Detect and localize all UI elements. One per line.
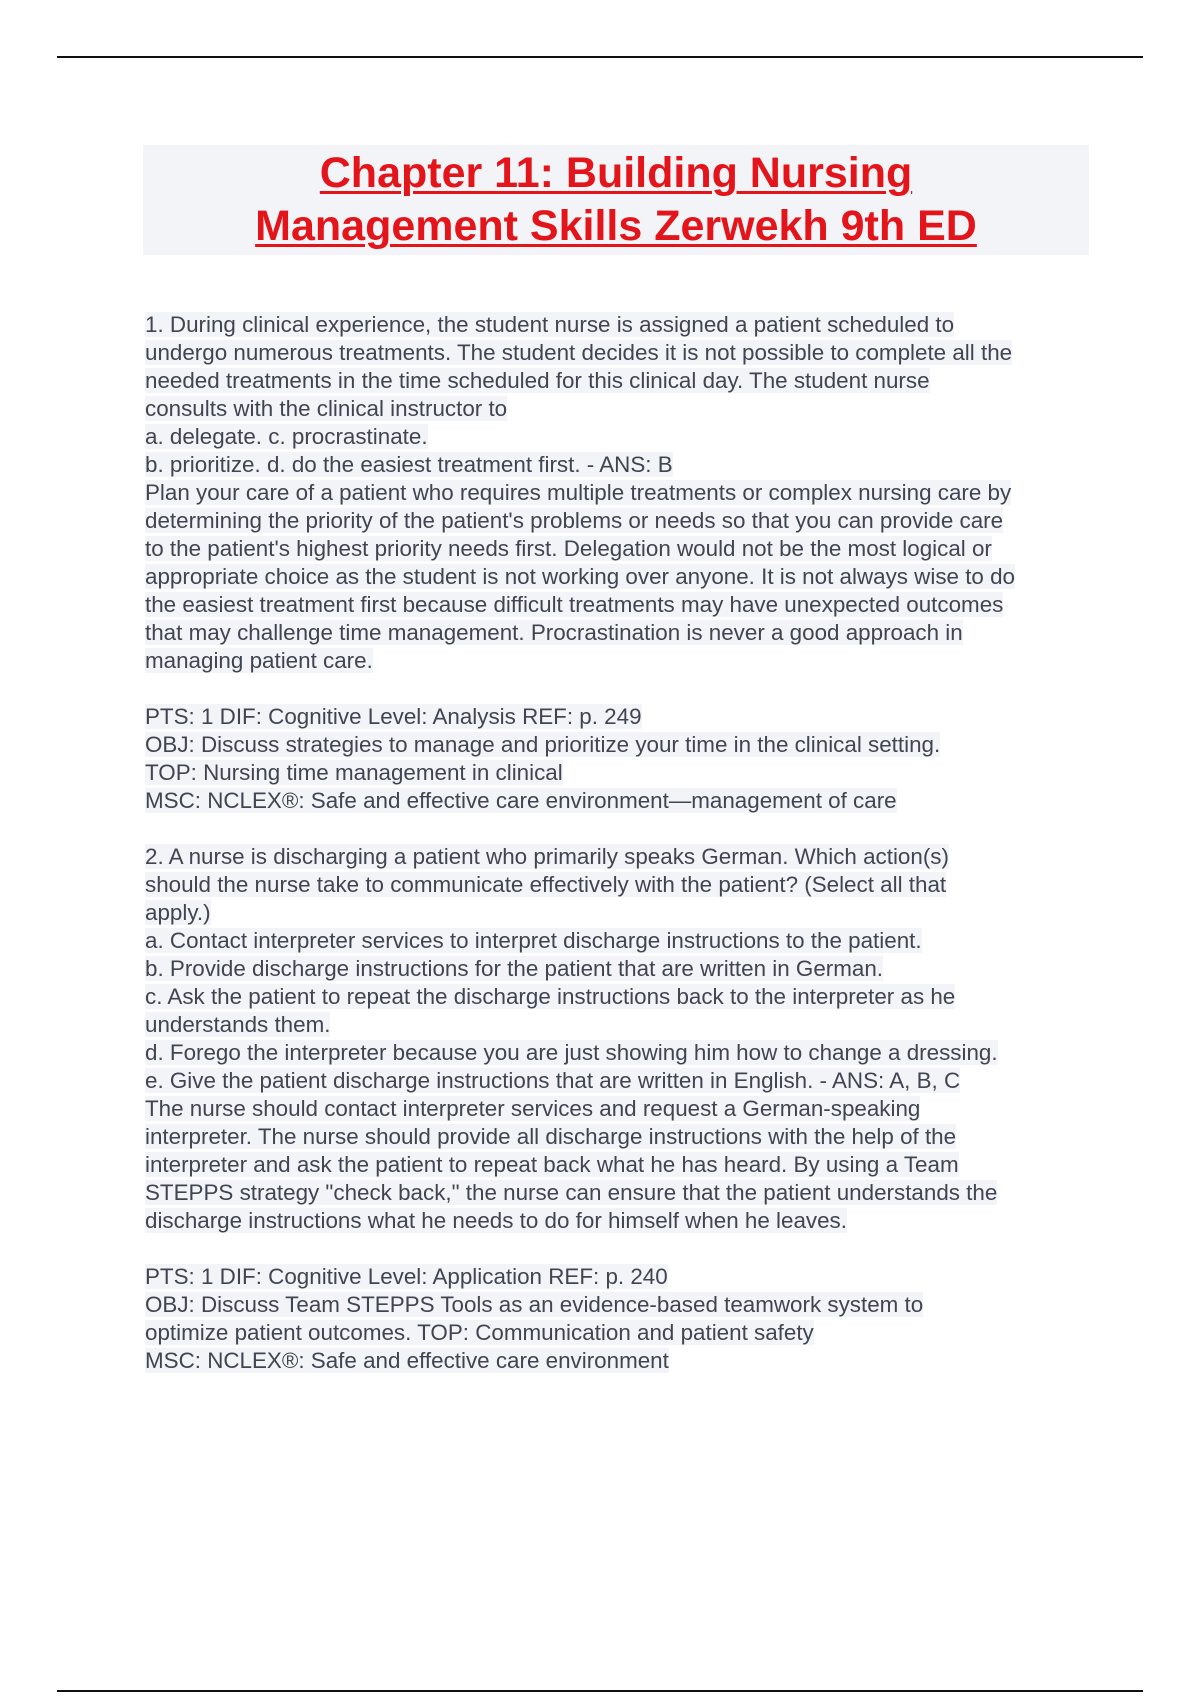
answer-option: e. Give the patient discharge instructions that are written in English. - ANS: A, B, C [145, 1068, 961, 1093]
text-line: 2. A nurse is discharging a patient who primarily speaks German. Which action(s) [145, 844, 949, 869]
question-1-stem [145, 311, 1095, 423]
question-2 [145, 843, 1095, 1375]
document-title [143, 145, 1089, 255]
meta-line: PTS: 1 DIF: Cognitive Level: Analysis REF: p. 249 [145, 704, 642, 729]
document-body [145, 311, 1095, 1375]
answer-option: a. Contact interpreter services to interpret discharge instructions to the patient. [145, 928, 922, 953]
text-line: apply.) [145, 900, 211, 925]
text-line: Plan your care of a patient who requires multiple treatments or complex nursing care by [145, 480, 1012, 505]
text-line: should the nurse take to communicate effectively with the patient? (Select all that [145, 872, 947, 897]
paragraph-gap [145, 1235, 1095, 1263]
top-rule [57, 56, 1143, 58]
question-2-rationale [145, 1095, 1095, 1235]
text-line: appropriate choice as the student is not working over anyone. It is not always wise to do [145, 564, 1015, 589]
meta-line: MSC: NCLEX®: Safe and effective care environment—management of care [145, 788, 897, 813]
text-line: interpreter and ask the patient to repeat back what he has heard. By using a Team [145, 1152, 959, 1177]
meta-line: OBJ: Discuss Team STEPPS Tools as an evidence-based teamwork system to [145, 1292, 924, 1317]
text-line: 1. During clinical experience, the student nurse is assigned a patient scheduled to [145, 312, 955, 337]
text-line: The nurse should contact interpreter services and request a German-speaking [145, 1096, 921, 1121]
text-line: that may challenge time management. Procrastination is never a good approach in [145, 620, 963, 645]
text-line: STEPPS strategy "check back," the nurse can ensure that the patient understands the [145, 1180, 998, 1205]
question-1-meta [145, 703, 1095, 815]
text-line: undergo numerous treatments. The student decides it is not possible to complete all the [145, 340, 1013, 365]
answer-option: d. Forego the interpreter because you are just showing him how to change a dressing. [145, 1040, 998, 1065]
answer-option: understands them. [145, 1012, 331, 1037]
question-2-stem [145, 843, 1095, 927]
answer-option: b. Provide discharge instructions for the patient that are written in German. [145, 956, 884, 981]
paragraph-gap [145, 815, 1095, 843]
question-1-rationale [145, 479, 1095, 675]
text-line: to the patient's highest priority needs first. Delegation would not be the most logical or [145, 536, 992, 561]
question-1-options [145, 423, 1095, 479]
text-line: consults with the clinical instructor to [145, 396, 508, 421]
question-1 [145, 311, 1095, 815]
text-line: needed treatments in the time scheduled for this clinical day. The student nurse [145, 368, 930, 393]
text-line: determining the priority of the patient's problems or needs so that you can provide care [145, 508, 1004, 533]
title-line-1: Chapter 11: Building Nursing [319, 149, 913, 197]
text-line: interpreter. The nurse should provide all discharge instructions with the help of the [145, 1124, 957, 1149]
text-line: discharge instructions what he needs to do for himself when he leaves. [145, 1208, 847, 1233]
meta-line: MSC: NCLEX®: Safe and effective care environment [145, 1348, 669, 1373]
answer-option: c. Ask the patient to repeat the discharge instructions back to the interpreter as he [145, 984, 956, 1009]
question-2-meta [145, 1263, 1095, 1375]
text-line: the easiest treatment first because difficult treatments may have unexpected outcomes [145, 592, 1004, 617]
text-line: managing patient care. [145, 648, 373, 673]
meta-line: optimize patient outcomes. TOP: Communication and patient safety [145, 1320, 814, 1345]
bottom-rule [57, 1690, 1143, 1692]
meta-line: TOP: Nursing time management in clinical [145, 760, 563, 785]
title-line-2: Management Skills Zerwekh 9th ED [255, 202, 977, 250]
question-2-options [145, 927, 1095, 1095]
meta-line: OBJ: Discuss strategies to manage and prioritize your time in the clinical setting. [145, 732, 941, 757]
answer-option: b. prioritize. d. do the easiest treatment first. - ANS: B [145, 452, 673, 477]
answer-option: a. delegate. c. procrastinate. [145, 424, 428, 449]
meta-line: PTS: 1 DIF: Cognitive Level: Application REF: p. 240 [145, 1264, 668, 1289]
paragraph-gap [145, 675, 1095, 703]
